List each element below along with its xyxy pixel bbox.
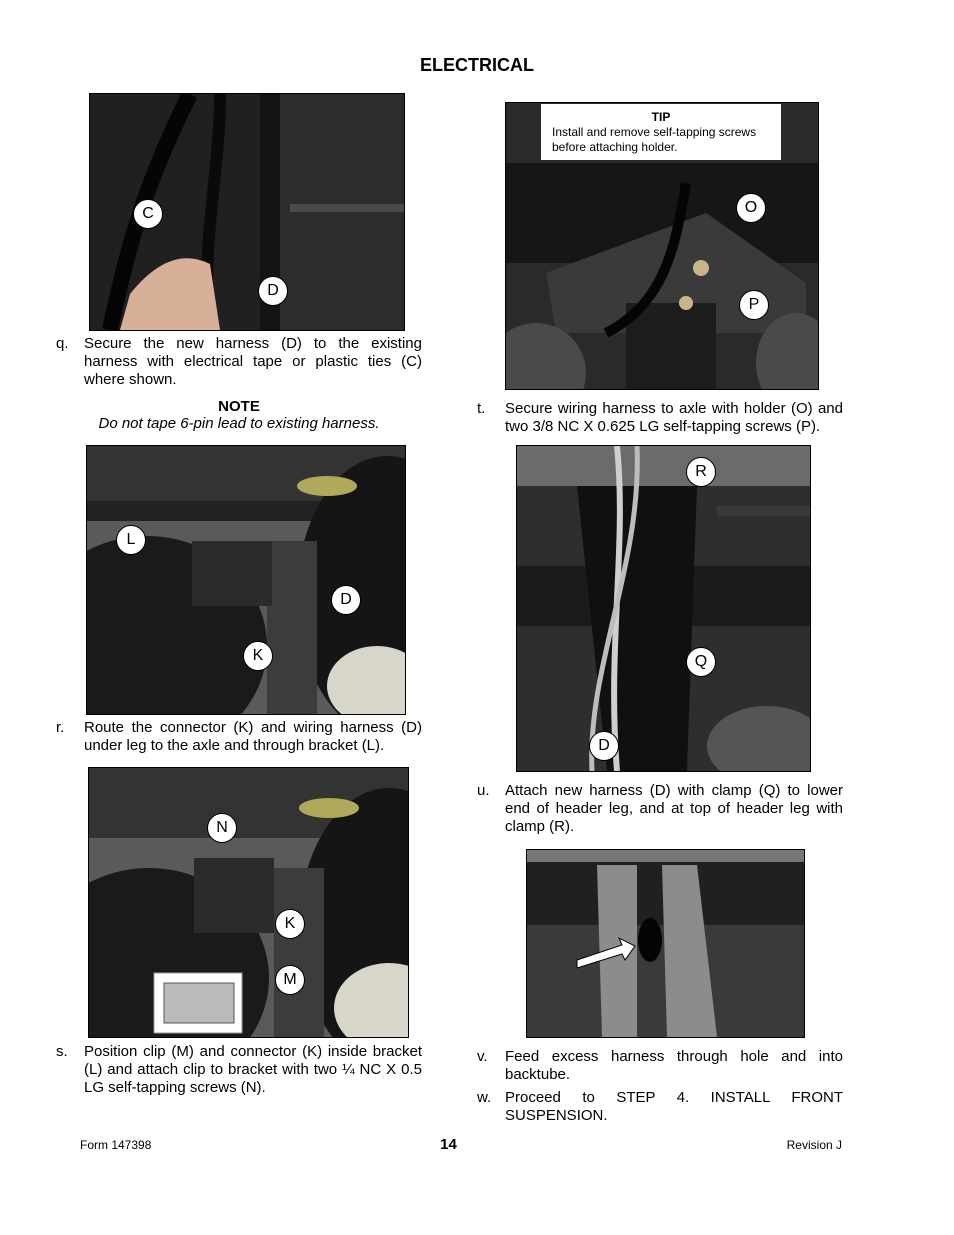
tip-body: Install and remove self-tapping screws before attaching holder.	[552, 125, 757, 154]
note-body: Do not tape 6-pin lead to existing harness.	[98, 415, 380, 432]
note-heading: NOTE	[218, 398, 260, 415]
callout-q: Q	[686, 647, 716, 677]
step-text: Attach new harness (D) with clamp (Q) to lower end of header leg, and at top of header leg with clamp (R).	[505, 782, 843, 835]
step-letter: r.	[56, 719, 65, 736]
step-v	[477, 1048, 843, 1086]
step-q	[56, 335, 422, 389]
step-letter: q.	[56, 335, 69, 352]
photo-header-leg-clamp	[516, 445, 811, 772]
step-text: Secure the new harness (D) to the existing harness with electrical tape or plastic ties (C) where shown.	[84, 335, 422, 388]
step-r	[56, 719, 422, 757]
tip-box	[541, 104, 781, 160]
step-text: Route the connector (K) and wiring harness (D) under leg to the axle and through bracket (L).	[84, 719, 422, 754]
callout-l: L	[116, 525, 146, 555]
step-text: Position clip (M) and connector (K) inside bracket (L) and attach clip to bracket with two ¼ NC X 0.5 LG self-tapping screws (N).	[84, 1043, 422, 1096]
step-letter: u.	[477, 782, 490, 799]
callout-c: C	[133, 199, 163, 229]
callout-n: N	[207, 813, 237, 843]
step-text: Feed excess harness through hole and into backtube.	[505, 1048, 843, 1083]
footer-form-number: Form 147398	[80, 1138, 152, 1152]
callout-d: D	[589, 731, 619, 761]
footer-revision: Revision J	[786, 1138, 842, 1152]
photo-connector-route	[86, 445, 406, 715]
callout-d: D	[331, 585, 361, 615]
callout-m: M	[275, 965, 305, 995]
step-letter: s.	[56, 1043, 68, 1060]
step-s	[56, 1043, 422, 1097]
photo-clip-install	[88, 767, 409, 1038]
callout-p: P	[739, 290, 769, 320]
step-w	[477, 1089, 843, 1127]
callout-o: O	[736, 193, 766, 223]
page-title: ELECTRICAL	[420, 55, 534, 75]
step-letter: w.	[477, 1089, 492, 1106]
callout-k: K	[243, 641, 273, 671]
photo-backtube-hole	[526, 849, 805, 1038]
step-text: Secure wiring harness to axle with holder (O) and two 3/8 NC X 0.625 LG self-tapping screws (P).	[505, 400, 843, 435]
step-t	[477, 400, 843, 438]
footer-page-number: 14	[440, 1136, 457, 1153]
step-letter: t.	[477, 400, 486, 417]
step-text: Proceed to STEP 4. INSTALL FRONT SUSPENSION.	[505, 1089, 843, 1124]
callout-k: K	[275, 909, 305, 939]
callout-d: D	[258, 276, 288, 306]
callout-r: R	[686, 457, 716, 487]
tip-heading: TIP	[651, 110, 671, 124]
step-letter: v.	[477, 1048, 488, 1065]
step-u	[477, 782, 843, 836]
